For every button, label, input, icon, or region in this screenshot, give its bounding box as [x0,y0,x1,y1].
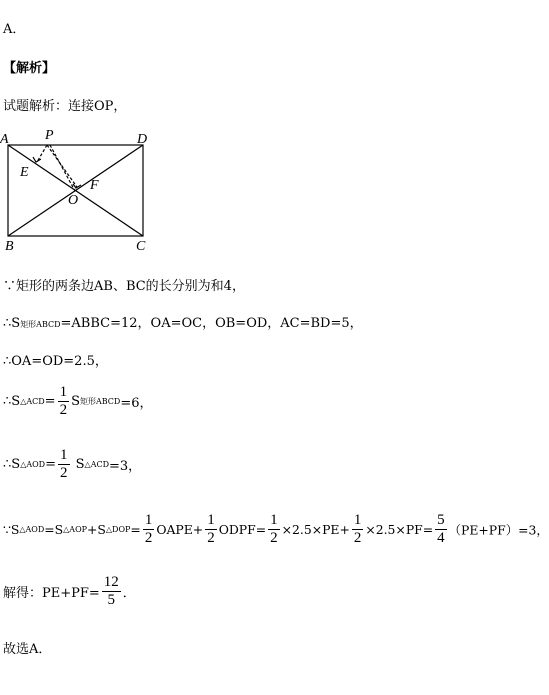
section-header: 【解析】 [3,61,56,76]
segment-po [50,145,75,191]
answer-line: A． [3,22,26,37]
rectangle-figure [0,126,160,254]
label-o: O [68,193,79,208]
fraction-one-half: $\frac{1}{2}$ [207,512,215,546]
step-7: 解得：PE+PF= $\frac{12}{5}$ ． [3,574,136,608]
fraction-five-quarters: $\frac{5}{4}$ [437,512,445,546]
label-e: E [20,165,29,180]
step-6: ∵S△AOD=S△AOP+S△DOP= $\frac{1}{2}$ OAPE+ $\frac{1}{2}$ ODPF= $\frac{1}{2}$ ×2.5×PE+ $\frac{1}{2}$ ×2.5×PF= $\frac{5}{4}$ （PE+PF）=3， [3,512,549,546]
segment-pe [37,145,47,162]
fraction-twelve-fifths: $\frac{12}{5}$ [103,574,119,608]
label-p: P [45,128,54,143]
fraction-one-half: $\frac{1}{2}$ [270,512,278,546]
label-c: C [136,239,146,254]
step-5: ∴S△AOD= $\frac{1}{2}$ S△ACD=3， [3,447,142,481]
fraction-one-half: $\frac{1}{2}$ [59,384,68,418]
step-3: ∴OA=OD=2.5， [3,354,108,369]
label-f: F [90,178,99,193]
fraction-one-half: $\frac{1}{2}$ [353,512,362,546]
intro-text: 试题解析：连接OP， [3,99,127,114]
step-2: ∴S矩形ABCD=ABBC=12，OA=OC，OB=OD，AC=BD=5， [3,316,363,331]
step-1: ∵矩形的两条边AB、BC的长分别为和4， [3,279,245,294]
fraction-one-half: $\frac{1}{2}$ [60,447,68,481]
step-4: ∴S△ACD= $\frac{1}{2}$ S矩形ABCD=6， [3,384,153,418]
label-b: B [5,239,14,254]
label-d: D [137,132,148,147]
conclusion: 故选A． [3,642,52,657]
label-a: A [0,132,9,147]
fraction-one-half: $\frac{1}{2}$ [144,512,153,546]
right-angle-e [33,157,41,162]
